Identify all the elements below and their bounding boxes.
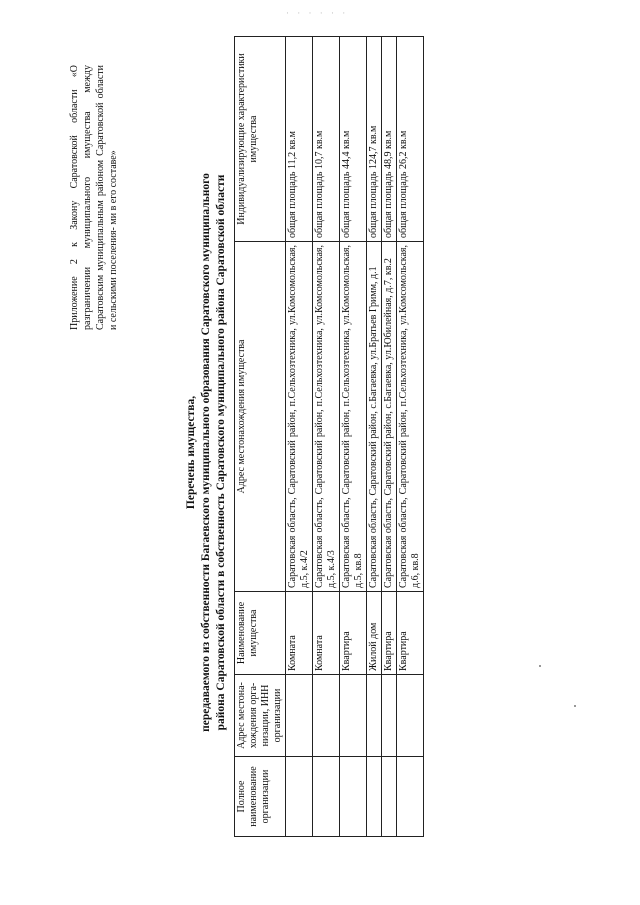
- cell-org: [313, 757, 340, 837]
- list-subtitle-line-1: передаваемого из собственности Багаевского муниципального образования Саратовского муниципального: [200, 173, 212, 732]
- cell-org-address: [382, 675, 397, 757]
- list-title: Перечень имущества,: [185, 395, 197, 510]
- table-header-row: [235, 37, 286, 837]
- cell-address: Саратовская область, Саратовский район, п.Сельхозтехника, ул.Комсомольская, д.5, кв.8: [340, 242, 367, 592]
- cell-characteristics: общая площадь 26,2 кв.м: [397, 37, 424, 242]
- scan-speck: [574, 705, 576, 707]
- table-row: [340, 37, 367, 837]
- cell-address: Саратовская область, Саратовский район, с.Багаевка, ул.Юбилейная, д.7, кв.2: [382, 242, 397, 592]
- table-row: [397, 37, 424, 837]
- scan-artifact: · · · · · ·: [286, 8, 349, 18]
- header-org-name: Полное наименование организации: [235, 757, 286, 837]
- annex-note: Приложение 2 к Закону Саратовской области «О разграничении муниципального имущества между Саратовским муниципальным районом Саратовской области и сельскими поселения- ми в его составе»: [69, 65, 119, 330]
- cell-name: Квартира: [340, 592, 367, 675]
- scan-speck: [539, 665, 541, 667]
- header-property-address: Адрес местонахождения имущества: [235, 242, 286, 592]
- cell-name: Квартира: [382, 592, 397, 675]
- cell-org-address: [397, 675, 424, 757]
- table-row: [382, 37, 397, 837]
- table-row: [286, 37, 313, 837]
- cell-name: Квартира: [397, 592, 424, 675]
- cell-name: Комната: [313, 592, 340, 675]
- cell-name: Комната: [286, 592, 313, 675]
- cell-org: [340, 757, 367, 837]
- property-table: [234, 36, 424, 837]
- table-row: [313, 37, 340, 837]
- header-org-address: Адрес местона- хождения орга- низации, ИНН организации: [235, 675, 286, 757]
- cell-characteristics: общая площадь 44,4 кв.м: [340, 37, 367, 242]
- cell-org: [286, 757, 313, 837]
- header-property-name: Наименование имущества: [235, 592, 286, 675]
- cell-characteristics: общая площадь 10,7 кв.м: [313, 37, 340, 242]
- cell-address: Саратовская область, Саратовский район, п.Сельхозтехника, ул.Комсомольская, д.5, к.4/2: [286, 242, 313, 592]
- cell-characteristics: общая площадь 124,7 кв.м: [367, 37, 382, 242]
- cell-address: Саратовская область, Саратовский район, п.Сельхозтехника, ул.Комсомольская, д.5, к.4/3: [313, 242, 340, 592]
- cell-org-address: [340, 675, 367, 757]
- table-row: [367, 37, 382, 837]
- cell-address: Саратовская область, Саратовский район, с.Багаевка, ул.Братьев Гримм, д.1: [367, 242, 382, 592]
- cell-characteristics: общая площадь 48,9 кв.м: [382, 37, 397, 242]
- cell-org-address: [367, 675, 382, 757]
- list-subtitle-line-2: района Саратовской области в собственность Саратовского муниципального района Саратовской области: [215, 174, 227, 731]
- cell-address: Саратовская область, Саратовский район, п.Сельхозтехника, ул.Комсомольская, д.6, кв.8: [397, 242, 424, 592]
- cell-name: Жилой дом: [367, 592, 382, 675]
- header-characteristics: Индивидуализирующие характеристики имущества: [235, 37, 286, 242]
- cell-characteristics: общая площадь 11,2 кв.м: [286, 37, 313, 242]
- cell-org: [382, 757, 397, 837]
- cell-org: [397, 757, 424, 837]
- cell-org-address: [286, 675, 313, 757]
- cell-org-address: [313, 675, 340, 757]
- cell-org: [367, 757, 382, 837]
